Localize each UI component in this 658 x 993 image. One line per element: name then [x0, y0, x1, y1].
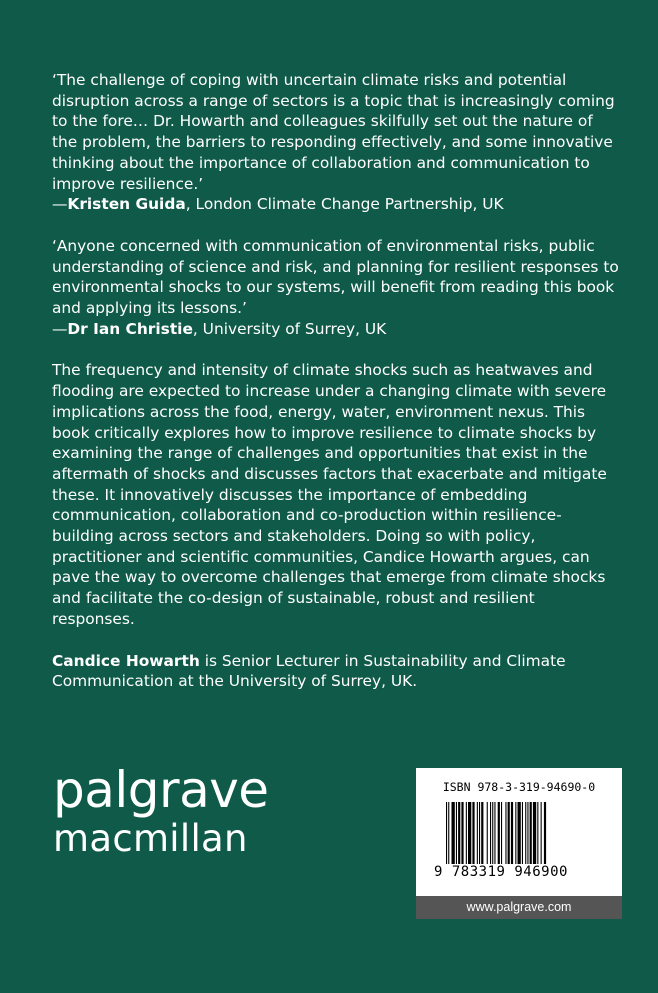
back-cover-text: [52, 70, 622, 713]
quote-attribution: —Kristen Guida, London Climate Change Partnership, UK: [52, 195, 504, 214]
publisher-logo-line1: palgrave: [53, 761, 269, 819]
author-bio-text: is Senior Lecturer in Sustainability and Climate Communication at the University of Surrey, UK.: [52, 651, 566, 691]
review-quote: [52, 236, 622, 340]
quote-text: ‘The challenge of coping with uncertain climate risks and potential disruption across a range of sectors is a topic that is increasingly coming to the fore… Dr. Howarth and colleagues skilfully set out the nature of the problem, the barriers to responding effectively, and some innovative thinking about the importance of collaboration and communication to improve resilience.’: [52, 71, 615, 193]
reviewer-name: Dr Ian Christie: [67, 319, 193, 338]
author-bio: [52, 651, 622, 692]
isbn-label: ISBN 978-3-319-94690-0: [442, 780, 596, 794]
barcode: [446, 802, 596, 864]
book-description: The frequency and intensity of climate shocks such as heatwaves and flooding are expected to increase under a changing climate with severe implications across the food, energy, water, environment nexus. This book critically explores how to improve resilience to climate shocks by examining the range of challenges and opportunities that exist in the aftermath of shocks and discusses factors that exacerbate and mitigate these. It innovatively discusses the importance of embedding communication, collaboration and co-production within resilience-building across sectors and stakeholders. Doing so with policy, practitioner and scientific communities, Candice Howarth argues, can pave the way to overcome challenges that emerge from climate shocks and facilitate the co-design of sustainable, robust and resilient responses.: [52, 361, 607, 628]
barcode-digits: 9 783319 946900: [434, 864, 568, 880]
quote-text: ‘Anyone concerned with communication of environmental risks, public understanding of science and risk, and planning for resilient responses to environmental shocks to our systems, will benefit from reading this book and applying its lessons.’: [52, 236, 619, 318]
publisher-logo: [53, 762, 269, 860]
quote-attribution: —Dr Ian Christie, University of Surrey, UK: [52, 319, 387, 338]
reviewer-affiliation: , University of Surrey, UK: [192, 319, 387, 338]
reviewer-name: Kristen Guida: [67, 195, 186, 214]
review-quote: [52, 70, 622, 215]
reviewer-affiliation: , London Climate Change Partnership, UK: [185, 195, 504, 214]
isbn-barcode-box: [416, 768, 622, 896]
publisher-logo-line2: macmillan: [53, 817, 248, 860]
publisher-url: www.palgrave.com: [416, 896, 622, 919]
author-name: Candice Howarth: [52, 651, 200, 670]
